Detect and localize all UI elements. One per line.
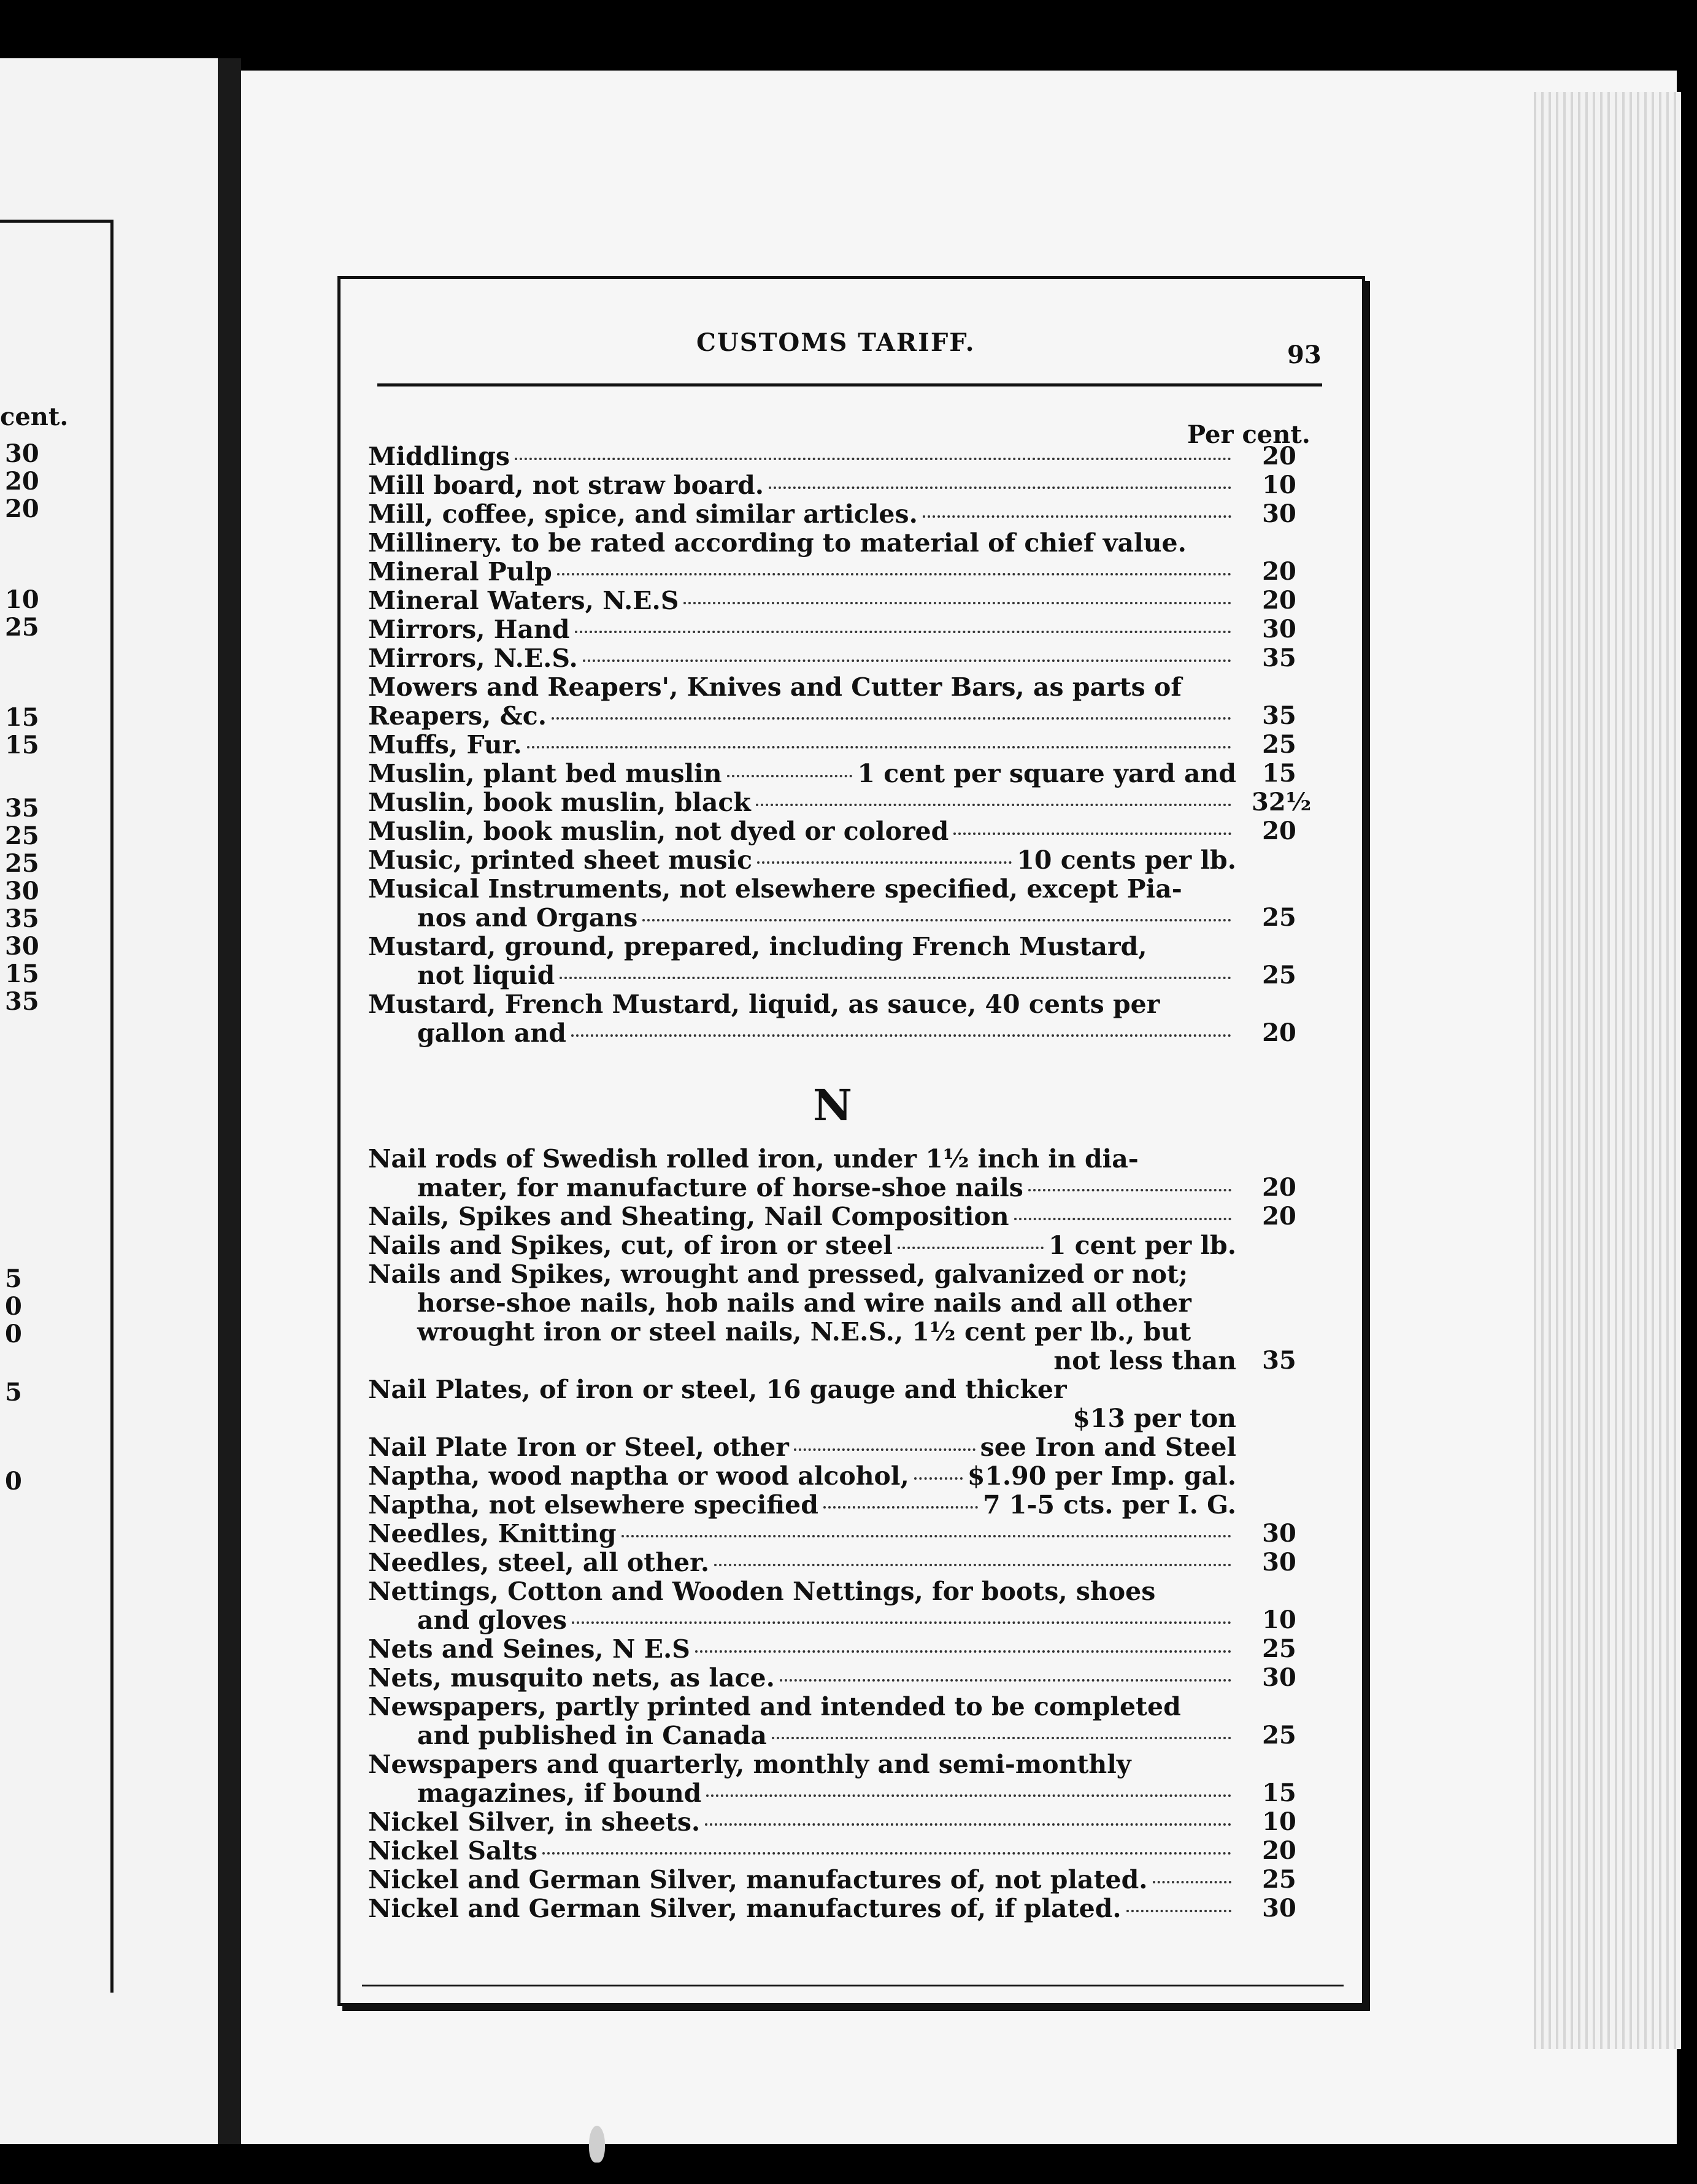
previous-page-rate: 5 (5, 1264, 22, 1293)
entry-text: Mustard, ground, prepared, including French Mustard, (368, 932, 1147, 961)
tariff-entry (368, 874, 1236, 904)
tariff-entry (368, 788, 1236, 817)
tariff-entry (368, 1865, 1236, 1894)
tariff-entry (368, 1894, 1236, 1923)
previous-page-rate: 35 (5, 794, 39, 823)
entry-text: Mustard, French Mustard, liquid, as sauce, 40 cents per (368, 990, 1160, 1019)
leader-dots (575, 631, 1231, 633)
entry-percent: 10 (1262, 471, 1296, 499)
previous-page-rate: 5 (5, 1378, 22, 1407)
entry-text: Naptha, wood naptha or wood alcohol, (368, 1461, 909, 1491)
entry-text: Nails and Spikes, wrought and pressed, galvanized or not; (368, 1259, 1188, 1289)
entry-text: Reapers, &c. (368, 701, 547, 731)
tariff-entry (417, 1721, 1236, 1750)
previous-page-header: cent. (0, 402, 69, 431)
leader-dots (552, 717, 1231, 720)
entry-text: Nickel Silver, in sheets. (368, 1807, 701, 1837)
previous-page-rate: 25 (5, 849, 39, 878)
leader-dots (1126, 1910, 1231, 1912)
entry-percent: 10 (1262, 1605, 1296, 1634)
tariff-entry (417, 1173, 1236, 1202)
entry-percent: 25 (1262, 730, 1296, 759)
entry-text: Mirrors, N.E.S. (368, 644, 578, 673)
entry-percent: 20 (1262, 1836, 1296, 1865)
entry-percent: 25 (1262, 903, 1296, 932)
previous-page-rate: 0 (5, 1320, 22, 1348)
tariff-entry (368, 990, 1236, 1019)
entry-percent: 30 (1262, 1548, 1296, 1577)
tariff-entry (368, 499, 1236, 529)
tariff-entry (368, 615, 1236, 644)
entry-percent: 25 (1262, 1865, 1296, 1894)
entry-text: nos and Organs (417, 903, 638, 932)
tariff-entry (368, 932, 1236, 961)
entry-text: Nets, musquito nets, as lace. (368, 1663, 775, 1693)
tariff-entry (417, 961, 1236, 990)
entry-text: Needles, steel, all other. (368, 1548, 710, 1577)
entry-text: Nails and Spikes, cut, of iron or steel (368, 1231, 893, 1260)
entry-text: Newspapers, partly printed and intended to be completed (368, 1692, 1181, 1721)
entry-text: Mineral Waters, N.E.S (368, 586, 679, 615)
leader-dots (756, 804, 1231, 806)
tariff-entry (368, 471, 1236, 500)
entry-text: Middlings (368, 442, 510, 471)
entry-text: Nail Plate Iron or Steel, other (368, 1432, 789, 1462)
tariff-entry (368, 701, 1236, 731)
entry-percent: 35 (1262, 644, 1296, 672)
entry-text: Muffs, Fur. (368, 730, 522, 759)
entry-percent: 15 (1262, 1778, 1296, 1807)
tariff-entry (368, 1346, 1236, 1375)
previous-page-rate: 20 (5, 494, 39, 523)
tariff-entry (368, 1634, 1236, 1664)
bottom-rule (362, 1985, 1344, 1986)
leader-dots (953, 832, 1231, 835)
tariff-entry (417, 1317, 1236, 1347)
entry-percent: 32½ (1252, 788, 1312, 817)
entry-text: Muslin, plant bed muslin (368, 759, 722, 788)
leader-dots (714, 1564, 1231, 1566)
entry-percent: 20 (1262, 1202, 1296, 1231)
tariff-entry (368, 817, 1236, 846)
tariff-entry (417, 1605, 1236, 1635)
entry-rate: 10 cents per lb. (1017, 845, 1236, 875)
entry-text: Nettings, Cotton and Wooden Nettings, for boots, shoes (368, 1577, 1156, 1606)
entry-text: Nails, Spikes and Sheating, Nail Composition (368, 1202, 1009, 1231)
entry-percent: 30 (1262, 615, 1296, 644)
tariff-entry (368, 1807, 1236, 1837)
tariff-entry (417, 903, 1236, 932)
entry-percent: 20 (1262, 1018, 1296, 1047)
leader-dots (515, 458, 1231, 460)
leader-dots (757, 861, 1012, 864)
tariff-entry (417, 1018, 1236, 1048)
previous-page-rate: 15 (5, 959, 39, 988)
tariff-entry (368, 1375, 1236, 1404)
entry-percent: 35 (1262, 1346, 1296, 1375)
leader-dots (571, 1034, 1231, 1037)
tariff-entry (368, 1490, 1236, 1520)
page-tab-mark (589, 2126, 605, 2163)
entry-text: wrought iron or steel nails, N.E.S., 1½ cent per lb., but (417, 1317, 1191, 1347)
entry-text: and gloves (417, 1605, 567, 1635)
entry-text: magazines, if bound (417, 1778, 702, 1808)
tariff-entry (368, 1663, 1236, 1693)
leader-dots (642, 919, 1231, 921)
leader-dots (780, 1679, 1231, 1682)
leader-dots (542, 1852, 1231, 1855)
tariff-entry (368, 1144, 1236, 1174)
tariff-entry (417, 1288, 1236, 1318)
tariff-entry (368, 528, 1236, 558)
entry-text: and published in Canada (417, 1721, 767, 1750)
entry-percent: 10 (1262, 1807, 1296, 1836)
leader-dots (823, 1506, 978, 1509)
entry-text: Nickel Salts (368, 1836, 538, 1866)
entry-text: Mirrors, Hand (368, 615, 570, 644)
leader-dots (683, 602, 1231, 604)
page-edges (1534, 92, 1681, 2049)
running-title: CUSTOMS TARIFF. (696, 328, 975, 357)
entry-text: Nickel and German Silver, manufactures of, if plated. (368, 1894, 1122, 1923)
entry-text: Mineral Pulp (368, 557, 552, 586)
leader-dots (621, 1535, 1231, 1537)
entry-text: gallon and (417, 1018, 566, 1048)
leader-dots (772, 1737, 1231, 1739)
entry-percent: 35 (1262, 701, 1296, 730)
tariff-entry (368, 1259, 1236, 1289)
book-gutter (218, 58, 241, 2144)
entry-text: Muslin, book muslin, not dyed or colored (368, 817, 949, 846)
entry-percent: 30 (1262, 499, 1296, 528)
leader-dots (898, 1247, 1044, 1249)
entry-text: Naptha, not elsewhere specified (368, 1490, 818, 1520)
entry-text: Mill, coffee, spice, and similar articles. (368, 499, 918, 529)
tariff-entry (368, 672, 1236, 702)
leader-dots (1153, 1881, 1231, 1883)
entry-percent: 20 (1262, 1173, 1296, 1202)
previous-page-rate: 30 (5, 877, 39, 906)
previous-page-rate: 15 (5, 703, 39, 732)
entry-percent: 30 (1262, 1894, 1296, 1923)
tariff-entry (368, 845, 1236, 875)
leader-dots (583, 659, 1231, 662)
previous-page-rate: 30 (5, 439, 39, 468)
leader-dots (769, 486, 1231, 489)
entry-percent: 30 (1262, 1519, 1296, 1548)
entry-percent: 15 (1262, 759, 1296, 788)
tariff-entry (368, 1404, 1236, 1433)
entry-text: Muslin, book muslin, black (368, 788, 751, 817)
tariff-entry (368, 644, 1236, 673)
leader-dots (695, 1650, 1231, 1653)
entry-percent: 20 (1262, 442, 1296, 471)
entry-percent: 20 (1262, 586, 1296, 615)
entry-text: Musical Instruments, not elsewhere specified, except Pia- (368, 874, 1182, 904)
entry-percent: 25 (1262, 1721, 1296, 1750)
entry-rate: 1 cent per square yard and (857, 759, 1236, 788)
header-rule (377, 383, 1322, 386)
previous-page-rate: 0 (5, 1292, 22, 1321)
leader-dots (557, 573, 1231, 575)
previous-page-rate: 30 (5, 932, 39, 961)
entry-text: Music, printed sheet music (368, 845, 753, 875)
entry-text: Nail rods of Swedish rolled iron, under 1½ inch in dia- (368, 1144, 1139, 1174)
previous-page-rate: 10 (5, 585, 39, 614)
entry-text: Newspapers and quarterly, monthly and semi-monthly (368, 1750, 1131, 1779)
previous-page-rate: 15 (5, 731, 39, 759)
entry-percent: 25 (1262, 961, 1296, 990)
leader-dots (1028, 1189, 1231, 1191)
column-header: Per cent. (1187, 420, 1310, 449)
previous-page-rate: 25 (5, 821, 39, 850)
entry-rate: see Iron and Steel (980, 1432, 1236, 1462)
previous-page-rate: 20 (5, 467, 39, 496)
leader-dots (572, 1621, 1231, 1624)
entry-text: Nail Plates, of iron or steel, 16 gauge and thicker (368, 1375, 1067, 1404)
entry-text: Mill board, not straw board. (368, 471, 764, 500)
page-number: 93 (1287, 340, 1322, 369)
tariff-entry (368, 1548, 1236, 1577)
entry-percent: 25 (1262, 1634, 1296, 1663)
tariff-entry (368, 1461, 1236, 1491)
entry-text: not liquid (417, 961, 555, 990)
tariff-entry (368, 442, 1236, 471)
tariff-entry (368, 1692, 1236, 1721)
tariff-entry (368, 1577, 1236, 1606)
tariff-entry (368, 557, 1236, 586)
leader-dots (527, 746, 1231, 748)
leader-dots (705, 1823, 1231, 1826)
entry-rate: 1 cent per lb. (1048, 1231, 1236, 1260)
leader-dots (914, 1477, 963, 1480)
tariff-entry (417, 1778, 1236, 1808)
leader-dots (727, 775, 853, 777)
entry-percent: 20 (1262, 557, 1296, 586)
tariff-entry (368, 1432, 1236, 1462)
previous-page-rate: 35 (5, 987, 39, 1016)
previous-page-rate: 25 (5, 613, 39, 642)
leader-dots (794, 1448, 975, 1451)
entry-text: mater, for manufacture of horse-shoe nails (417, 1173, 1023, 1202)
entry-percent: 20 (1262, 817, 1296, 845)
tariff-entry (368, 1750, 1236, 1779)
tariff-entry (368, 586, 1236, 615)
entry-text: $13 per ton (1072, 1404, 1236, 1433)
tariff-entry (368, 1202, 1236, 1231)
tariff-entry (368, 759, 1236, 788)
leader-dots (923, 515, 1231, 518)
tariff-entry (368, 730, 1236, 759)
entry-text: not less than (1053, 1346, 1236, 1375)
entry-percent: 30 (1262, 1663, 1296, 1692)
entry-text: Needles, Knitting (368, 1519, 617, 1548)
entry-rate: $1.90 per Imp. gal. (967, 1461, 1236, 1491)
leader-dots (560, 977, 1231, 979)
entry-text: Mowers and Reapers', Knives and Cutter Bars, as parts of (368, 672, 1182, 702)
leader-dots (706, 1794, 1231, 1797)
entry-text: Nets and Seines, N E.S (368, 1634, 690, 1664)
entry-text: Nickel and German Silver, manufactures of, not plated. (368, 1865, 1148, 1894)
section-heading: N (813, 1080, 852, 1131)
tariff-entry (368, 1836, 1236, 1866)
tariff-entry (368, 1519, 1236, 1548)
previous-page-rate: 35 (5, 904, 39, 933)
entry-text: Millinery. to be rated according to material of chief value. (368, 528, 1187, 558)
previous-page-rate: 0 (5, 1467, 22, 1496)
leader-dots (1014, 1218, 1231, 1220)
tariff-entry (368, 1231, 1236, 1260)
entry-rate: 7 1-5 cts. per I. G. (983, 1490, 1236, 1520)
entry-text: horse-shoe nails, hob nails and wire nails and all other (417, 1288, 1191, 1318)
